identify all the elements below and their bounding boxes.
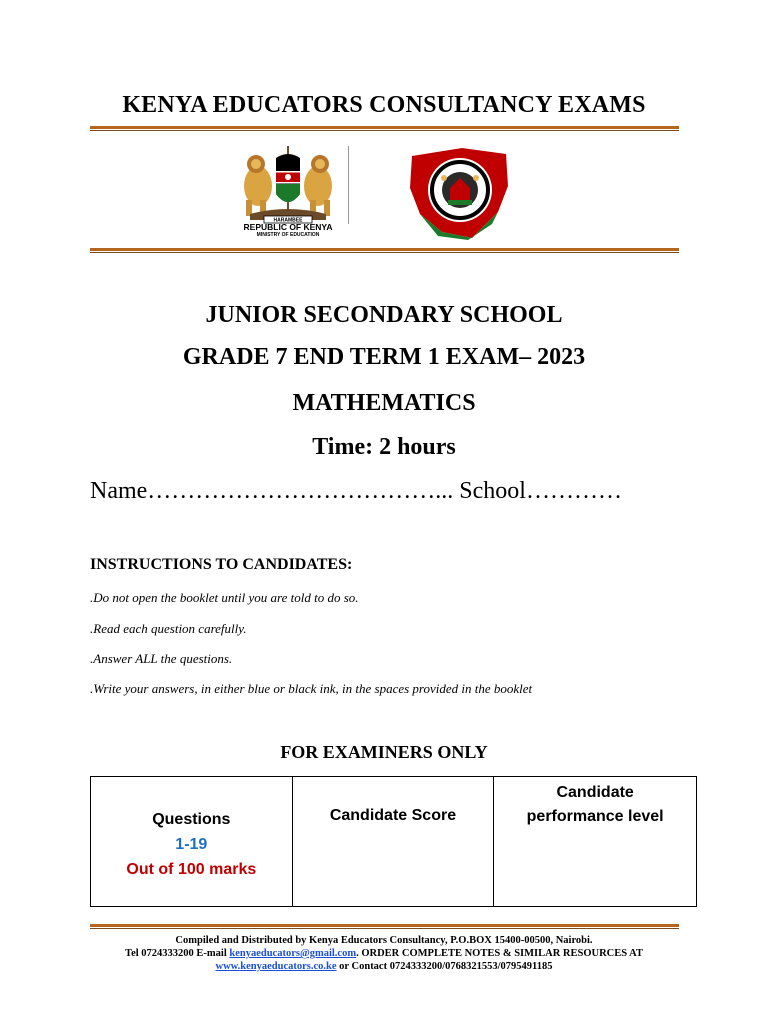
footer-website-link[interactable]: www.kenyaeducators.co.ke	[215, 961, 337, 972]
footer-order-text: . ORDER COMPLETE NOTES & SIMILAR RESOURCES AT	[356, 948, 643, 959]
coat-subcaption: MINISTRY OF EDUCATION	[256, 232, 320, 238]
candidate-score-label: Candidate Score	[329, 807, 457, 824]
footer-line-1: Compiled and Distributed by Kenya Educators Consultancy, P.O.BOX 15400-00500, Nairobi.	[175, 935, 593, 946]
questions-cell	[91, 777, 293, 907]
footer-email-link[interactable]: kenyaeducators@gmail.com	[229, 948, 357, 959]
examiners-table	[90, 776, 697, 907]
coat-motto: HARAMBEE	[273, 217, 303, 224]
footer-contact: or Contact 0724333200/0768321553/0795491185	[336, 961, 553, 972]
footer-tel: Tel 0724333200 E-mail	[125, 948, 230, 959]
header-rule	[90, 126, 679, 131]
table-row	[91, 777, 697, 907]
logos-strip	[0, 140, 768, 244]
questions-label: Questions	[152, 811, 231, 828]
exam-title: GRADE 7 END TERM 1 EXAM– 2023	[182, 344, 586, 370]
candidate-name-school-line[interactable]: Name………………………………... School…………	[90, 478, 622, 504]
subject-title: MATHEMATICS	[292, 390, 476, 416]
candidate-score-cell[interactable]	[292, 777, 494, 907]
footer-rule	[90, 924, 679, 929]
footer	[0, 934, 768, 973]
kenya-educators-logo-icon	[402, 142, 516, 242]
exam-duration: Time: 2 hours	[312, 434, 456, 460]
instruction-item: .Read each question carefully.	[90, 621, 247, 636]
footer-line-2	[0, 947, 768, 960]
coat-caption: REPUBLIC OF KENYA	[243, 222, 333, 232]
logo-divider	[348, 146, 349, 224]
instruction-item: .Write your answers, in either blue or black ink, in the spaces provided in the booklet	[90, 681, 533, 696]
instructions-heading: INSTRUCTIONS TO CANDIDATES:	[90, 556, 353, 573]
logos-rule	[90, 248, 679, 253]
performance-level-label-2: performance level	[526, 808, 664, 825]
total-marks: Out of 100 marks	[126, 861, 257, 878]
performance-level-cell[interactable]	[494, 777, 697, 907]
header-title: KENYA EDUCATORS CONSULTANCY EXAMS	[122, 92, 646, 118]
examiners-heading: FOR EXAMINERS ONLY	[280, 742, 488, 762]
school-level-title: JUNIOR SECONDARY SCHOOL	[205, 302, 563, 328]
instruction-item: .Answer ALL the questions.	[90, 651, 233, 666]
footer-line-3	[0, 960, 768, 973]
instruction-item: .Do not open the booklet until you are told to do so.	[90, 590, 359, 605]
performance-level-label-1: Candidate	[556, 784, 634, 801]
questions-range: 1-19	[175, 836, 208, 853]
